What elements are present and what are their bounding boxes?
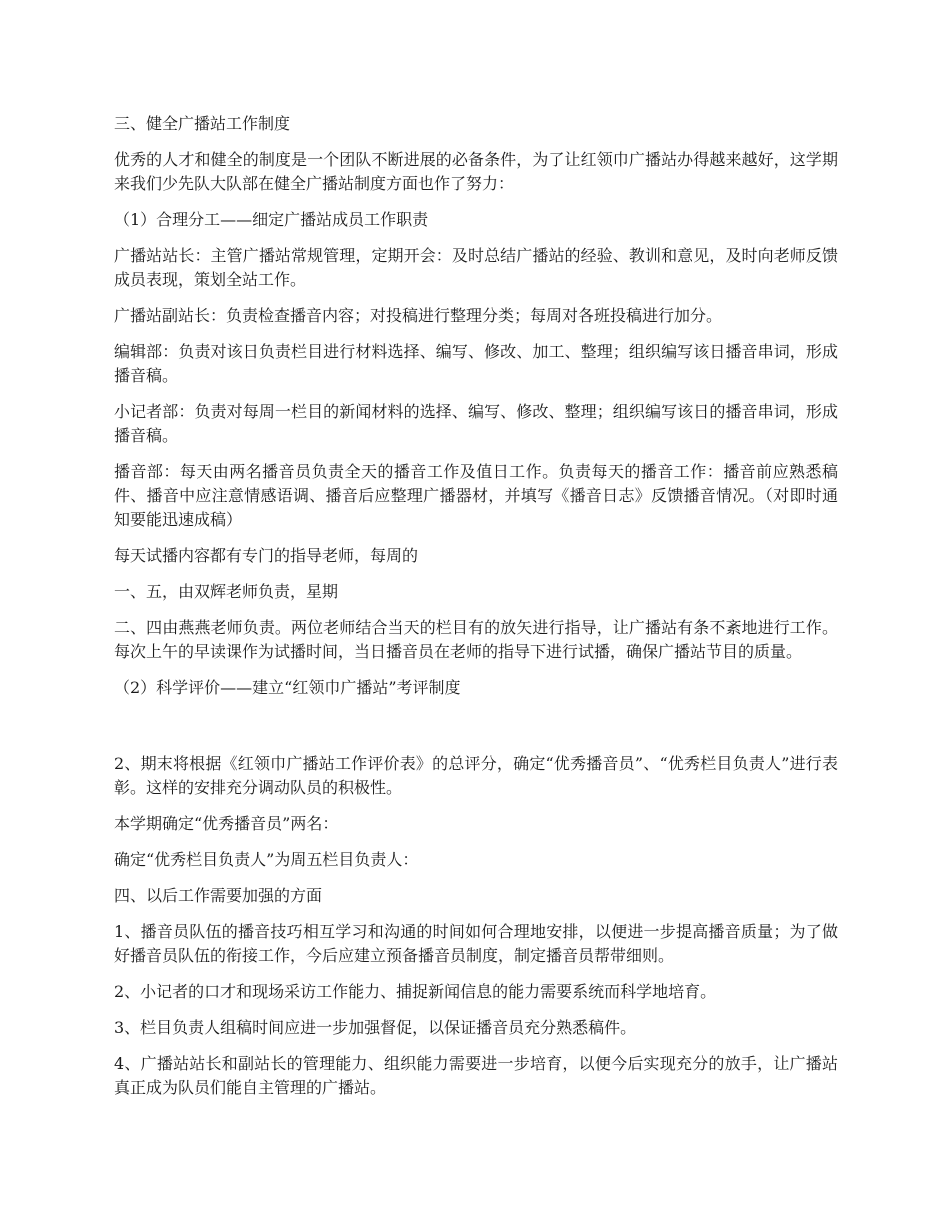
improvement-item-2: 2、小记者的口才和现场采访工作能力、捕捉新闻信息的能力需要系统而科学地培育。 (114, 982, 717, 1001)
teacher-schedule-1: 一、五，由双辉老师负责，星期 (114, 582, 339, 601)
role-editorial: 编辑部：负责对该日负责栏目进行材料选择、编写、修改、加工、整理；组织编写该日播音串词，形成播音稿。 (114, 342, 838, 385)
trial-broadcast-paragraph: 每天试播内容都有专门的指导老师，每周的 (114, 546, 419, 565)
role-deputy-head: 广播站副站长：负责检查播音内容；对投稿进行整理分类；每周对各班投稿进行加分。 (114, 306, 723, 325)
improvement-item-4: 4、广播站站长和副站长的管理能力、组织能力需要进一步培育，以便今后实现充分的放手，让广播站真正成为队员们能自主管理的广播站。 (114, 1054, 838, 1097)
role-station-head: 广播站站长：主管广播站常规管理，定期开会：及时总结广播站的经验、教训和意见，及时向老师反馈成员表现，策划全站工作。 (114, 246, 838, 289)
evaluation-item-2: 2、期末将根据《红领巾广播站工作评价表》的总评分，确定“优秀播音员”、“优秀栏目负责人”进行表彰。这样的安排充分调动队员的积极性。 (114, 754, 838, 797)
best-column-lead-line: 确定“优秀栏目负责人”为周五栏目负责人： (114, 850, 419, 869)
blank-gap (114, 712, 838, 752)
section-heading-3: 三、健全广播站工作制度 (114, 114, 291, 133)
section-heading-4: 四、以后工作需要加强的方面 (114, 886, 323, 905)
teacher-schedule-2: 二、四由燕燕老师负责。两位老师结合当天的栏目有的放矢进行指导，让广播站有条不紊地进行工作。每次上午的早读课作为试播时间，当日播音员在老师的指导下进行试播，确保广播站节目的质量。 (114, 618, 838, 661)
role-announcers: 播音部：每天由两名播音员负责全天的播音工作及值日工作。负责每天的播音工作：播音前应熟悉稿件、播音中应注意情感语调、播音后应整理广播器材，并填写《播音日志》反馈播音情况。（对即时通知要能迅速成稿） (114, 462, 838, 529)
improvement-item-3: 3、栏目负责人组稿时间应进一步加强督促，以保证播音员充分熟悉稿件。 (114, 1018, 637, 1037)
best-announcer-line: 本学期确定“优秀播音员”两名： (114, 814, 339, 833)
subheading-evaluation: （2）科学评价——建立“红领巾广播站”考评制度 (114, 678, 461, 697)
role-reporters: 小记者部：负责对每周一栏目的新闻材料的选择、编写、修改、整理；组织编写该日的播音串词，形成播音稿。 (114, 402, 838, 445)
intro-paragraph: 优秀的人才和健全的制度是一个团队不断进展的必备条件，为了让红领巾广播站办得越来越好，这学期来我们少先队大队部在健全广播站制度方面也作了努力： (114, 150, 838, 193)
improvement-item-1: 1、播音员队伍的播音技巧相互学习和沟通的时间如何合理地安排，以便进一步提高播音质量；为了做好播音员队伍的衔接工作，今后应建立预备播音员制度，制定播音员帮带细则。 (114, 922, 838, 965)
subheading-division: （1）合理分工——细定广播站成员工作职责 (114, 210, 429, 229)
